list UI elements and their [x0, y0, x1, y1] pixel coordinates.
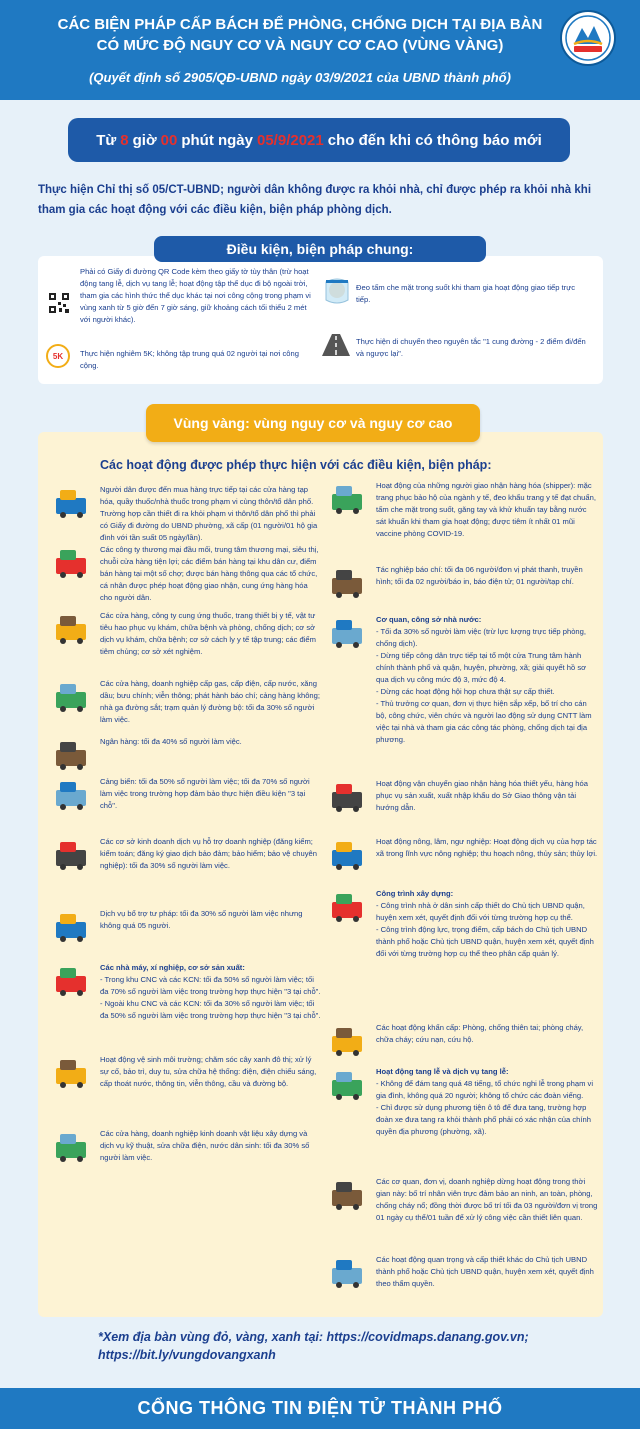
activity-text: [376, 1066, 598, 1138]
activity-line: - Chỉ được sử dụng phương tiện ô tô để đưa tang, trường hợp đoàn xe đưa tang ra khỏi thành phố phải có xác nhận của chính quyền địa phương (phường, xã).: [376, 1103, 591, 1136]
activity-line: Dịch vụ bổ trợ tư pháp: tối đa 30% số người làm việc nhưng không quá 05 người.: [100, 909, 303, 930]
activity-line: Các công ty thương mại đầu mối, trung tâm thương mại, siêu thị, chuỗi cửa hàng tiện lợi; các điểm bán hàng tại khu dân cư, điểm bán hàng tại một số chợ; được bán hàng thông qua các tổ chức, cá nhân được phép hoạt động giao nhận, cung ứng hàng hóa cho người dân.: [100, 545, 319, 602]
activity-line: Cơ quan, công sở nhà nước:: [376, 615, 482, 624]
activity-line: - Dừng các hoạt động hội họp chưa thật sự cấp thiết.: [376, 687, 555, 696]
page-title: [40, 14, 560, 56]
activity-item: [52, 610, 322, 658]
activity-line: Các hoạt động quan trọng và cấp thiết khác do Chủ tịch UBND thành phố hoặc Chủ tịch UBND quận, huyện xem xét, quyết định theo thẩm quyền.: [376, 1255, 594, 1288]
bank-icon: [52, 736, 92, 772]
delivery-scooter-icon: [328, 480, 368, 516]
activity-text: [376, 888, 598, 960]
skyscraper-icon: [328, 1254, 368, 1290]
office-building-icon: [328, 614, 368, 650]
activity-item: [52, 908, 322, 944]
activity-item: [328, 1022, 598, 1058]
activity-line: Hoạt động vệ sinh môi trường; chăm sóc cây xanh đô thị; xử lý sự cố, bảo trì, duy tu, sửa chữa hệ thống: điện, điện chiếu sáng, cấp thoát nước, thông tin, viễn thông, cầu và đường bộ.: [100, 1055, 317, 1088]
activity-text: [100, 836, 322, 872]
yellow-zone-pill: Vùng vàng: vùng nguy cơ và nguy cơ cao: [146, 404, 480, 442]
activity-line: - Không để đám tang quá 48 tiếng, tổ chức nghi lễ trong phạm vi gia đình, không quá 20 người; không tổ chức các đoàn viếng.: [376, 1079, 594, 1100]
medical-supplies-icon: [52, 610, 92, 646]
activity-text: [100, 484, 322, 544]
time-hour-word: giờ: [132, 131, 157, 149]
activity-item: [52, 678, 322, 726]
funeral-icon: [328, 1066, 368, 1102]
activity-line: Các cửa hàng, công ty cung ứng thuốc, trang thiết bị y tế, vật tư tiêu hao phục vụ khám, chữa bệnh và phòng, chống dịch; cơ sở dịch vụ khám, chữa bệnh; cơ sở cách ly y tế tập trung; các điểm tiêm chủng; cơ sở xét nghiệm.: [100, 611, 316, 656]
activity-text: [376, 614, 598, 746]
activity-line: Các cửa hàng, doanh nghiệp cấp gas, cấp điện, cấp nước, xăng dầu; bưu chính; viễn thông; phát hành báo chí; cảng hàng không; nhà ga đường sắt; trạm quản lý đường bộ: tối đa 30% số người làm việc.: [100, 679, 320, 724]
cargo-truck-icon: [328, 778, 368, 814]
yellow-zone-box: [38, 432, 603, 1317]
map-link-line-2[interactable]: https://bit.ly/vungdovangxanh: [98, 1348, 276, 1362]
time-suffix: cho đến khi có thông báo mới: [327, 131, 542, 149]
business-support-icon: [52, 836, 92, 872]
activity-item: [328, 480, 598, 540]
gas-station-icon: [52, 678, 92, 714]
header: [0, 0, 640, 100]
activity-line: - Tối đa 30% số người làm việc (trừ lực lượng trực tiếp phòng, chống dịch).: [376, 627, 586, 648]
activity-line: - Trong khu CNC và các KCN: tối đa 50% số người làm việc; tối đa 70% số người làm việc trong trường hợp thực hiện "3 tại chỗ".: [100, 975, 321, 996]
activity-item: [328, 1176, 598, 1224]
page-subtitle: (Quyết định số 2905/QĐ-UBND ngày 03/9/2021 của UBND thành phố): [89, 70, 511, 85]
activity-line: - Công trình nhà ở dân sinh cấp thiết do Chủ tịch UBND quận, huyện xem xét, quyết định đối với từng trường hợp cụ thể.: [376, 901, 585, 922]
activity-item: [328, 836, 598, 872]
activity-text: [100, 1054, 322, 1090]
activity-item: [52, 962, 322, 1022]
time-minute: 00: [160, 131, 178, 149]
activity-text: [376, 564, 598, 600]
road-rule-text: Thực hiện di chuyển theo nguyên tắc "1 cung đường - 2 điểm đi/đến và ngược lại".: [356, 337, 586, 358]
activity-line: Hoạt động tang lễ và dịch vụ tang lễ:: [376, 1067, 509, 1076]
activity-line: Các cơ quan, đơn vị, doanh nghiệp dừng hoạt động trong thời gian này: bố trí nhân viên trực đảm bảo an ninh, an toàn, phòng, chống cháy nổ; đồng thời được bố trí tối đa 03 người/đơn vị trong 01 ngày cụ thể/01 tuần để xử lý công việc cần thiết liên quan.: [376, 1177, 598, 1222]
time-minute-word: phút ngày: [181, 131, 253, 149]
activity-text: [100, 962, 322, 1022]
footer-portal-name: CỔNG THÔNG TIN ĐIỆN TỬ THÀNH PHỐ: [0, 1388, 640, 1429]
factory-icon: [52, 962, 92, 998]
activity-text: [376, 480, 598, 540]
activity-text: [100, 776, 322, 812]
activity-line: Các cơ sở kinh doanh dịch vụ hỗ trợ doanh nghiệp (đăng kiểm; kiểm toán; đăng ký giao dịch bảo đảm; bảo hiểm; bảo vệ chuyên nghiệp): tối đa 30% số người làm việc.: [100, 837, 317, 870]
activity-item: [52, 1128, 322, 1164]
title-line-2: CÓ MỨC ĐỘ NGUY CƠ VÀ NGUY CƠ CAO (VÙNG VÀNG): [96, 37, 504, 54]
activity-text: [376, 836, 598, 872]
face-shield-icon: [322, 276, 352, 308]
directive-text: Thực hiện Chỉ thị số 05/CT-UBND; người dân không được ra khỏi nhà, chỉ được phép ra khỏi nhà khi tham gia các hoạt động với các điều kiện, biện pháp phòng dịch.: [38, 184, 592, 216]
five-k-icon: [46, 344, 70, 368]
activity-text: [376, 778, 598, 814]
activity-item: [52, 736, 322, 772]
activity-item: [52, 1054, 322, 1090]
activity-line: Hoạt động nông, lâm, ngư nghiệp: Hoạt động dịch vụ của hợp tác xã trong lĩnh vực nông nghiệp; thu hoạch nông, thủy sản; thủy lợi.: [376, 837, 598, 858]
activity-item: [328, 1254, 598, 1290]
time-date: 05/9/2021: [257, 131, 324, 149]
activity-line: Ngân hàng: tối đa 40% số người làm việc.: [100, 737, 242, 746]
road-icon: [320, 332, 352, 358]
general-conditions-heading: Điều kiện, biện pháp chung:: [154, 236, 486, 262]
activity-line: - Công trình động lực, trọng điểm, cấp bách do Chủ tịch UBND thành phố hoặc Chủ tịch UBND quận, huyện xem xét, quyết định đối với từng trường hợp cụ thể theo phân cấp quản lý.: [376, 925, 594, 958]
duty-desk-icon: [328, 1176, 368, 1212]
qr-code-icon: [48, 292, 70, 314]
construction-materials-icon: [52, 1128, 92, 1164]
activity-text: [376, 1022, 598, 1058]
time-prefix: Từ: [96, 131, 117, 149]
activity-text: [100, 736, 242, 772]
construction-workers-icon: [328, 888, 368, 924]
activity-item: [328, 614, 598, 746]
allowed-activities-heading: Các hoạt động được phép thực hiện với các điều kiện, biện pháp:: [100, 458, 492, 472]
map-link-line-1[interactable]: *Xem địa bàn vùng đỏ, vàng, xanh tại: https://covidmaps.danang.gov.vn;: [98, 1330, 529, 1344]
activity-item: [52, 776, 322, 812]
activity-line: Các cửa hàng, doanh nghiệp kinh doanh vật liệu xây dựng và dịch vụ kỹ thuật, sửa chữa điện, nước dân sinh: tối đa 30% số người làm việc.: [100, 1129, 310, 1162]
activity-line: Cảng biển: tối đa 50% số người làm việc; tối đa 70% số người làm việc trong trường hợp đảm bảo thực hiện điều kiện "3 tại chỗ".: [100, 777, 310, 810]
activity-item: [52, 544, 322, 604]
activity-item: [52, 836, 322, 872]
activity-line: Các hoạt động khẩn cấp: Phòng, chống thiên tai; phòng cháy, chữa cháy; cứu nạn, cứu hộ.: [376, 1023, 584, 1044]
activity-line: Các nhà máy, xí nghiệp, cơ sở sản xuất:: [100, 963, 245, 972]
activity-text: [100, 908, 322, 944]
supermarket-icon: [52, 544, 92, 580]
activity-line: - Thủ trưởng cơ quan, đơn vị thực hiện sắp xếp, bố trí cho cán bộ, công chức, viên chức và người lao động sử dụng CNTT làm việc tại nhà và tham gia các công tác phòng, chống dịch tại địa phương.: [376, 699, 592, 744]
general-conditions-box: [38, 256, 603, 384]
da-nang-logo-icon: [564, 14, 612, 62]
activity-line: Công trình xây dựng:: [376, 889, 454, 898]
five-k-badge-label: 5K: [52, 351, 64, 361]
activity-line: - Ngoài khu CNC và các KCN: tối đa 30% số người làm việc; tối đa 50% số người làm việc trong trường hợp thực hiện "3 tại chỗ".: [100, 999, 321, 1020]
effective-time-banner: [68, 118, 570, 162]
five-k-text: Thực hiện nghiêm 5K; không tập trung quá 02 người tại nơi công cộng.: [80, 349, 299, 370]
map-links: [98, 1328, 618, 1364]
title-line-1: CÁC BIỆN PHÁP CẤP BÁCH ĐỂ PHÒNG, CHỐNG DỊCH TẠI ĐỊA BÀN: [57, 16, 543, 33]
reporter-icon: [328, 564, 368, 600]
face-shield-text: Đeo tấm che mặt trong suốt khi tham gia hoạt động giao tiếp trực tiếp.: [356, 283, 576, 304]
activity-text: [100, 610, 322, 658]
activity-line: Người dân được đến mua hàng trực tiếp tại các cửa hàng tạp hóa, quầy thuốc/nhà thuốc trong phạm vi cùng thôn/tổ dân phố. Trường hợp cần thiết đi ra khỏi phạm vi thôn/tổ dân phố thì phải có Giấy đi đường do UBND phường, xã cấp (01 người/01 hộ gia đình với tần suất 05 ngày/lần).: [100, 485, 318, 542]
activity-line: - Dừng tiếp công dân trực tiếp tại tổ một cửa Trung tâm hành chính thành phố và quận, huyện, phường, xã; giải quyết hồ sơ qua dịch vụ công mức độ 3, mức độ 4.: [376, 651, 587, 684]
activity-text: [376, 1254, 598, 1290]
activity-text: [100, 544, 322, 604]
activity-text: [376, 1176, 598, 1224]
activity-item: [328, 1066, 598, 1138]
garbage-truck-icon: [52, 1054, 92, 1090]
emergency-siren-icon: [328, 1022, 368, 1058]
activity-item: [52, 484, 322, 544]
shopping-cart-icon: [52, 484, 92, 520]
da-nang-logo: [560, 10, 616, 66]
activity-line: Tác nghiệp báo chí: tối đa 06 người/đơn vị phát thanh, truyền hình; tối đa 02 người/báo in, báo điện tử; 01 người/tạp chí.: [376, 565, 583, 586]
time-hour: 8: [120, 131, 129, 149]
activity-item: [328, 888, 598, 960]
activity-line: Hoạt động vận chuyển giao nhận hàng hóa thiết yếu, hàng hóa phục vụ sản xuất, xuất nhập khẩu do Sở Giao thông vận tải hướng dẫn.: [376, 779, 588, 812]
main-content: [0, 100, 640, 1388]
activity-line: Hoạt động của những người giao nhận hàng hóa (shipper): mặc trang phục bảo hộ của ngành y tế, đeo khẩu trang y tế đạt chuẩn, tấm che mặt trong suốt, găng tay và khử khuẩn tay bằng nước sát khuẩn khi tham gia hoạt động; được tiêm ít nhất 01 mũi vaccine phòng COVID-19.: [376, 481, 596, 538]
qr-requirement-text: Phải có Giấy đi đường QR Code kèm theo giấy tờ tùy thân (trừ hoạt động tang lễ, dịch vụ tang lễ; hoạt động tập thể dục đi bộ ngoài trời, tham gia các hình thức thể dục khác tại nơi công cộng trong phạm vi vùng xanh từ 5 giờ đến 7 giờ sáng, giữ khoảng cách tối thiểu 2 mét với người khác).: [80, 267, 311, 324]
seaport-icon: [52, 776, 92, 812]
activity-text: [100, 678, 322, 726]
judicial-scale-icon: [52, 908, 92, 944]
farmers-icon: [328, 836, 368, 872]
activity-item: [328, 564, 598, 600]
activity-text: [100, 1128, 322, 1164]
activity-item: [328, 778, 598, 814]
